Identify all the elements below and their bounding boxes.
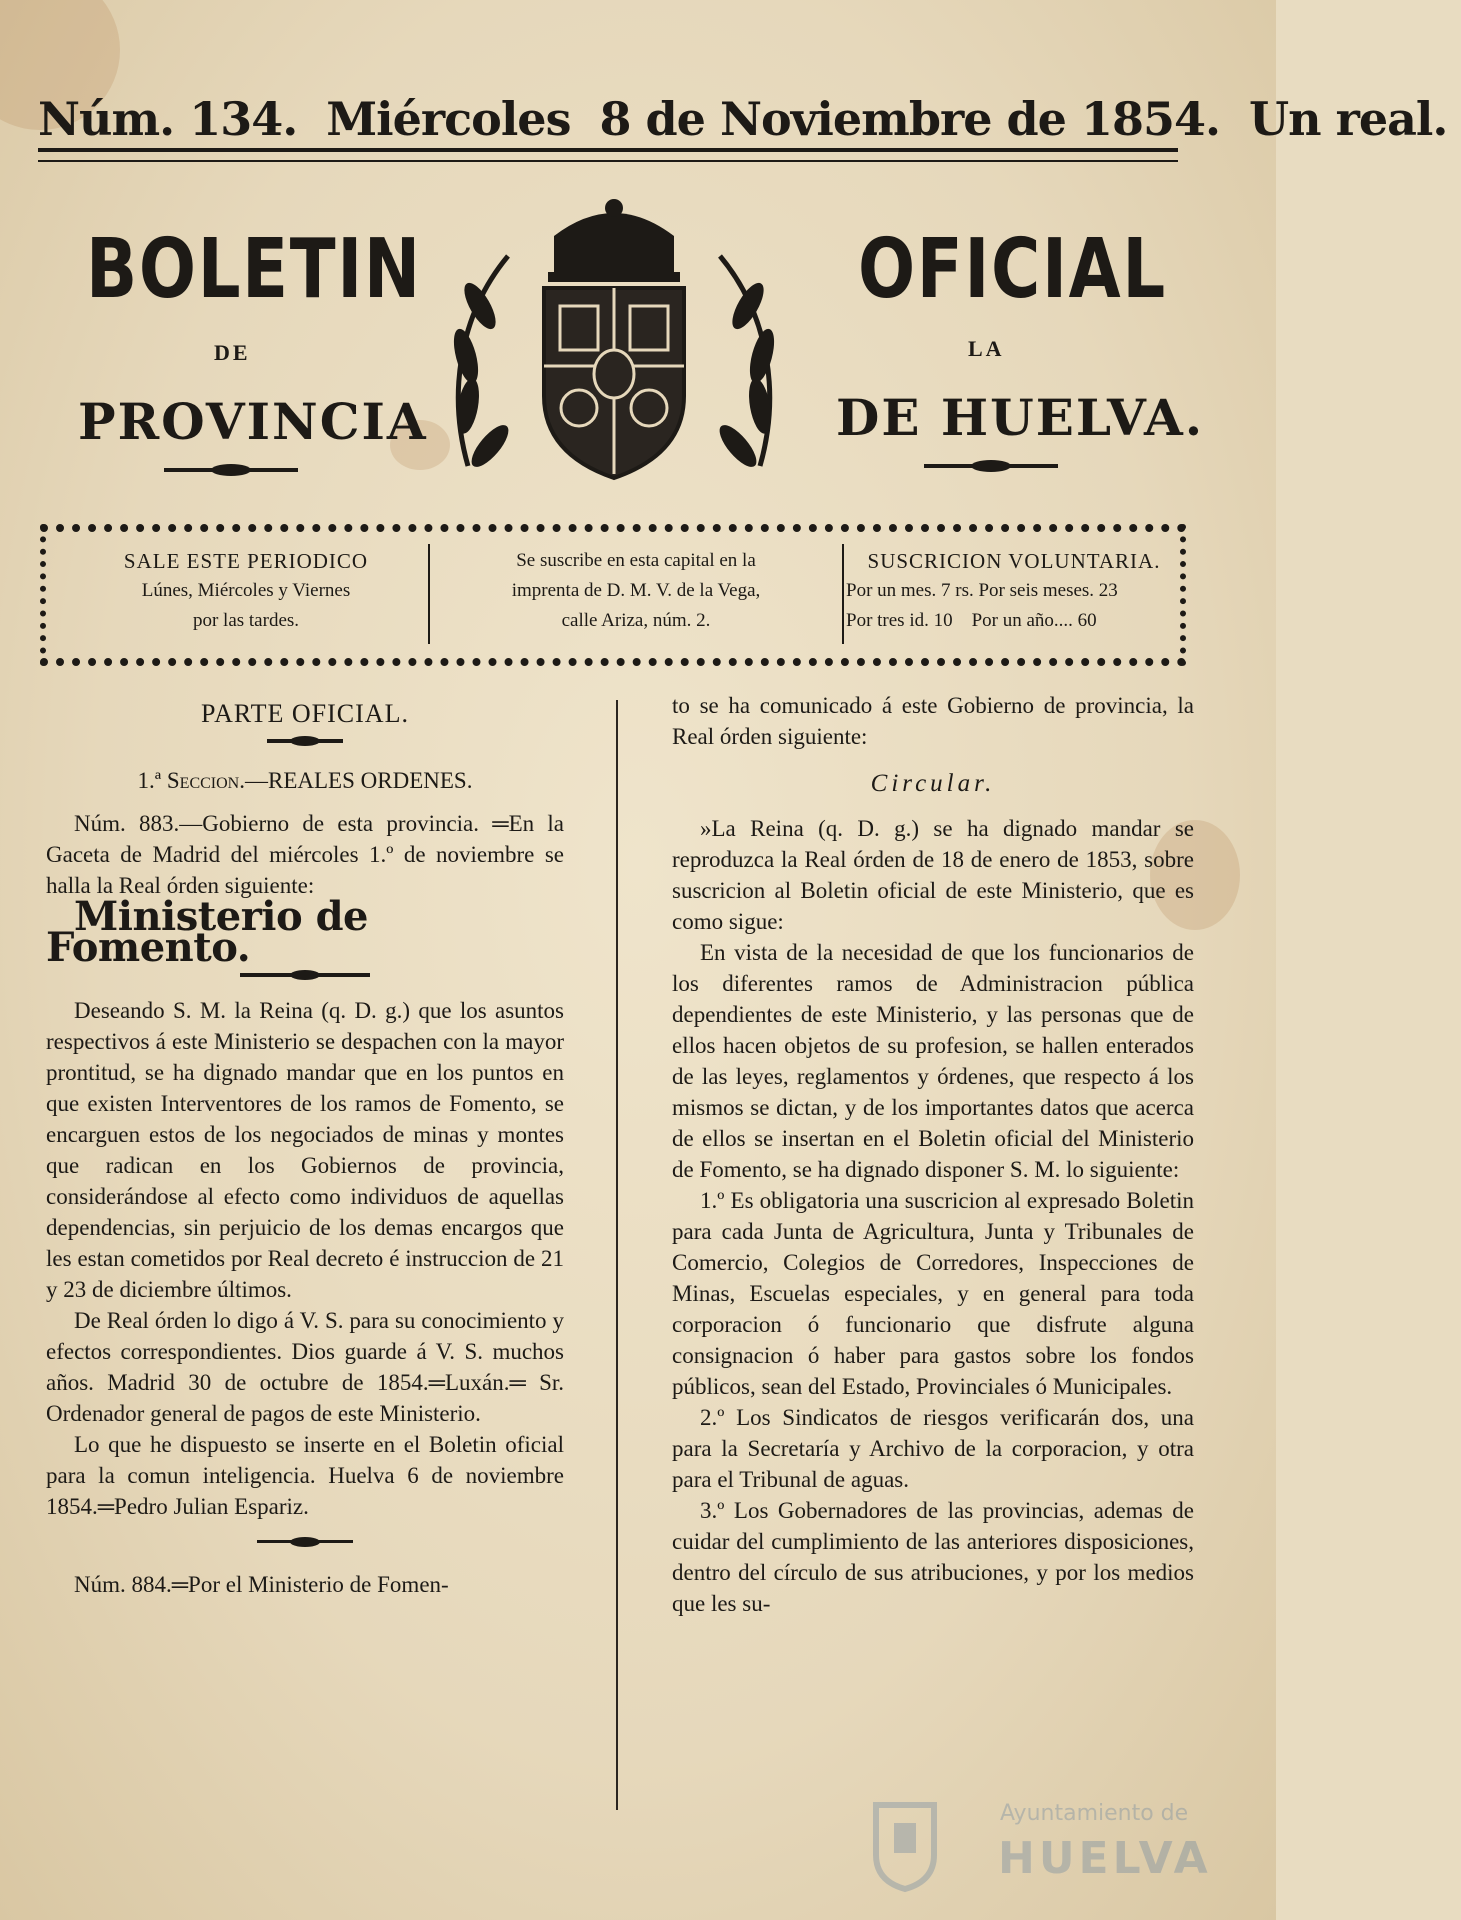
masthead-provincia: PROVINCIA [78,392,428,451]
flourish-ornament [164,468,298,472]
voluntary-title: SUSCRICION VOLUNTARIA. [867,549,1161,573]
divider-ornament [257,1540,353,1543]
masthead-de-huelva: DE HUELVA. [836,388,1205,447]
paragraph: Deseando S. M. la Reina (q. D. g.) que los asuntos respectivos á este Ministerio se despachen con la mayor prontitud, se ha dignado mandar que en los puntos en que existen Interventores de los ramos de Fomento, se encarguen estos de los negociados de minas y montes que radican en los Gobiernos de provincia, considerándose al efecto como individuos de aquellas dependencias, sin perjuicio de los demas encargos que les estan cometidos por Real decreto é instruccion de 21 y 23 de diciembre últimos. [46,998,564,1302]
flourish-ornament [924,464,1058,468]
watermark-line-2: HUELVA [998,1833,1212,1884]
archive-watermark [870,1795,1210,1895]
section-ornament [267,739,343,743]
subscribe-info [436,546,836,636]
paragraph: to se ha comunicado á este Gobierno de provincia, la Real órden siguiente: [672,693,1194,749]
subscription-info-box [40,524,1186,666]
sale-info [76,546,416,636]
issue-price: Un real. [1249,92,1448,146]
city-shield-icon [870,1795,940,1891]
watermark-line-1: Ayuntamiento de [1000,1801,1189,1826]
voluntary-subscription [846,546,1182,636]
masthead-oficial: OFICIAL [858,222,1167,317]
issue-date: 8 de Noviembre de 1854. [599,92,1221,146]
header-rule [38,148,1178,162]
paragraph: 1.º Es obligatoria una suscricion al expresado Boletin para cada Junta de Agricultura, Junta y Tribunales de Comercio, Colegios de Corredores, Inspecciones de Minas, Escuelas especiales, y en general para toda corporacion ó funcionario que disfrute alguna consignacion ó haber para gastos sobre los fondos públicos, sean del Estado, Provinciales ó Municipales. [672,1188,1194,1399]
subscribe-line-3: calle Ariza, núm. 2. [561,610,711,631]
paragraph: »La Reina (q. D. g.) se ha dignado mandar se reproduzca la Real órden de 18 de enero de 1853, sobre suscricion al Boletin oficial de este Ministerio, que es como sigue: [672,816,1194,934]
issue-line [38,92,1448,146]
sale-title: SALE ESTE PERIODICO [123,549,369,573]
masthead-de: DE [214,340,251,365]
paragraph: En vista de la necesidad de que los funcionarios de los diferentes ramos de Administracion pública dependientes de este Ministerio, y las personas que de ellos hacen objetos de su profesion, se hallen enterados de las leyes, reglamentos y órdenes, que respecto á los mismos se dictan, y de los importantes datos que acerca de ellos se insertan en el Boletin oficial del Ministerio de Fomento, se ha dignado disponer S. M. lo siguiente: [672,940,1194,1182]
left-column [46,690,564,1600]
subscribe-line-2: imprenta de D. M. V. de la Vega, [511,580,761,601]
paragraph: Lo que he dispuesto se inserte en el Boletin oficial para la comun inteligencia. Huelva 6 de noviembre 1854.═Pedro Julian Espariz. [46,1432,564,1519]
paragraph: De Real órden lo digo á V. S. para su conocimiento y efectos correspondientes. Dios guarde á V. S. muchos años. Madrid 30 de octubre de 1854.═Luxán.═ Sr. Ordenador general de pagos de este Ministerio. [46,1308,564,1426]
ministry-ornament [240,973,370,977]
section-heading: PARTE OFICIAL. [201,699,409,728]
paragraph: 2.º Los Sindicatos de riesgos verificarán dos, una para la Secretaría y Archivo de la corporacion, y otra para el Tribunal de aguas. [672,1405,1194,1492]
price-line-2: Por tres id. 10 Por un año.... 60 [846,610,1097,631]
sale-days: Lúnes, Miércoles y Viernes [141,580,351,601]
subsection-heading: 1.ª Seccion.—REALES ORDENES. [137,768,473,793]
coat-of-arms-icon [428,196,800,486]
info-divider [842,544,844,644]
price-line-1: Por un mes. 7 rs. Por seis meses. 23 [846,580,1118,601]
masthead-la: LA [968,336,1005,361]
circular-heading: Circular. [870,770,996,797]
right-column [672,690,1194,1619]
ministry-title: Ministerio de Fomento. [46,893,368,971]
sale-time: por las tardes. [192,610,300,631]
paragraph: Núm. 883.—Gobierno de esta provincia. ═En la Gaceta de Madrid del miércoles 1.º de noviembre se halla la Real órden siguiente: [46,811,564,898]
column-divider [616,700,618,1810]
paragraph: 3.º Los Gobernadores de las provincias, ademas de cuidar del cumplimiento de las anteriores disposiciones, dentro del círculo de sus atribuciones, y por los medios que les su- [672,1498,1194,1616]
masthead-boletin: BOLETIN [86,222,422,317]
info-divider [428,544,430,644]
paragraph: Núm. 884.═Por el Ministerio de Fomen- [74,1572,449,1597]
subscribe-line-1: Se suscribe en esta capital en la [516,550,756,571]
issue-number: Núm. 134. [38,92,298,146]
issue-weekday: Miércoles [326,92,571,146]
